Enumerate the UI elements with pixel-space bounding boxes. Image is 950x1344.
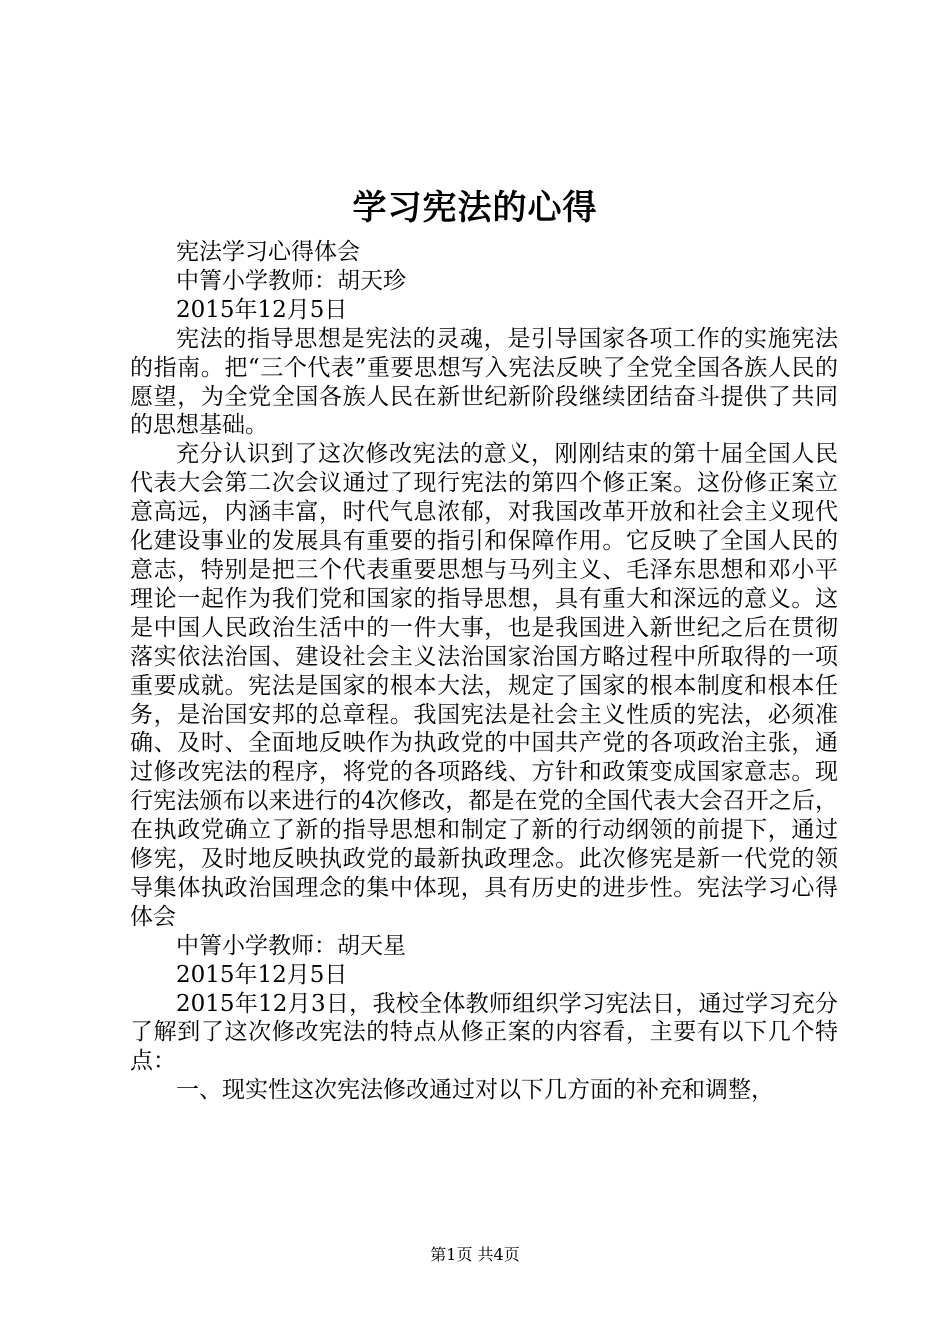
document-title: 学习宪法的心得 — [352, 188, 598, 228]
page-footer: 第1页 共4页 — [430, 1245, 520, 1264]
paragraph-subtitle: 宪法学习心得体会 — [176, 239, 360, 265]
paragraph-body: 充分认识到了这次修改宪法的意义，刚刚结束的第十届全国人民代表大会第二次会议通过了现行宪法的第四个修正案。这份修正案立意高远，内涵丰富，时代气息浓郁，对我国改革开放和社会主义现代化建设事业的发展具有重要的指引和保障作用。它反映了全国人民的意志，特别是把三个代表重要思想与马列主义、毛泽东思想和邓小平理论一起作为我们党和国家的指导思想，具有重大和深远的意义。这是中国人民政治生活中的一件大事，也是我国进入新世纪之后在贯彻落实依法治国、建设社会主义法治国家治国方略过程中所取得的一项重要成就。宪法是国家的根本大法，规定了国家的根本制度和根本任务，是治国安邦的总章程。我国宪法是社会主义性质的宪法，必须准确、及时、全面地反映作为执政党的中国共产党的各项政治主张，通过修改宪法的程序，将党的各项路线、方针和政策变成国家意志。现行宪法颁布以来进行的4次修改，都是在党的全国代表大会召开之后，在执政党确立了新的指导思想和制定了新的行动纲领的前提下，通过修宪，及时地反映执政党的最新执政理念。此次修宪是新一代党的领导集体执政治国理念的集中体现，具有历史的进步性。宪法学习心得体会 — [130, 441, 838, 930]
paragraph-body: 2015年12月3日，我校全体教师组织学习宪法日，通过学习充分了解到了这次修改宪法的特点从修正案的内容看，主要有以下几个特点： — [130, 990, 838, 1075]
document-body — [130, 238, 838, 1105]
paragraph-date: 2015年12月5日 — [176, 961, 348, 988]
paragraph-body: 宪法的指导思想是宪法的灵魂，是引导国家各项工作的实施宪法的指南。把“三个代表”重要思想写入宪法反映了全党全国各族人民的愿望，为全党全国各族人民在新世纪新阶段继续团结奋斗提供了共同的思想基础。 — [130, 325, 838, 439]
paragraph-author: 中箐小学教师：胡天珍 — [176, 267, 406, 294]
paragraph-date: 2015年12月5日 — [176, 296, 348, 323]
paragraph-author: 中箐小学教师：胡天星 — [176, 932, 406, 959]
paragraph-body: 一、现实性这次宪法修改通过对以下几方面的补充和调整， — [176, 1077, 774, 1104]
